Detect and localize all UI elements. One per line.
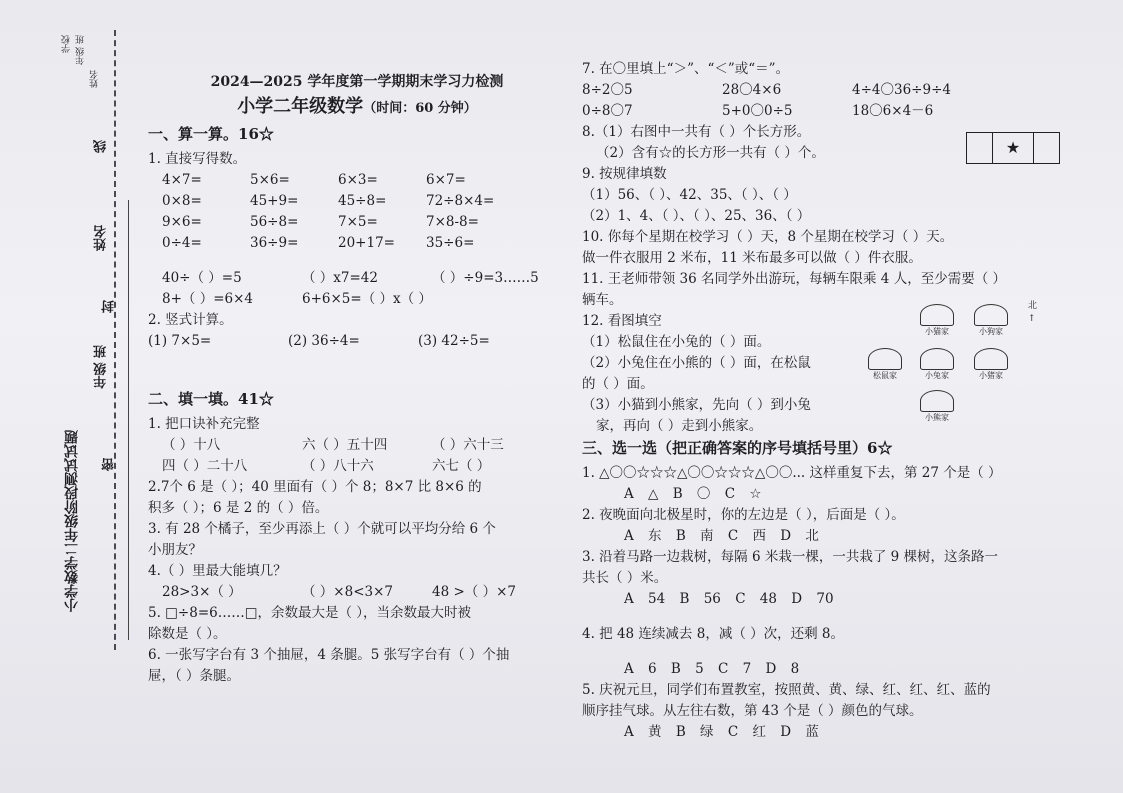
q8-line1: 8.（1）右图中一共有（ ）个长方形。 <box>582 124 811 140</box>
name-label: 姓名 <box>94 225 109 251</box>
inequality-item: （ ）×8<3×7 <box>302 584 393 600</box>
seal-char: 封 <box>102 300 117 313</box>
choice-3-line2: 共长（ ）米。 <box>582 570 668 586</box>
calc-item: 6×7= <box>426 172 466 188</box>
vertical-calc-item: (1) 7×5= <box>148 333 212 349</box>
house-cat: 小猫家 <box>920 304 954 338</box>
koujue-row <box>148 436 566 457</box>
binding-margin <box>0 0 140 793</box>
q2-title: 2. 竖式计算。 <box>148 312 233 328</box>
vertical-calc-item: (2) 36÷4= <box>288 333 360 349</box>
seal-solid-line <box>128 200 129 640</box>
compare-row <box>582 81 1060 102</box>
q2-5-line1: 5. □÷8=6……□，余数最大是（ ），当余数最大时被 <box>148 605 472 621</box>
calc-item: 0×8= <box>162 193 202 209</box>
calc-item: 4×7= <box>162 172 202 188</box>
calc-item: 0÷4= <box>162 235 202 251</box>
q11-line1: 11. 王老师带领 36 名同学外出游玩，每辆车限乘 4 人，至少需要（ ） <box>582 271 1006 287</box>
calc-item: 7×8-8= <box>426 214 479 230</box>
fill-item: （ ）x7=42 <box>302 270 378 286</box>
exam-subject <box>148 94 566 124</box>
koujue-item: （ ）十八 <box>162 437 221 453</box>
calc-row <box>148 213 566 234</box>
calc-item: 45+9= <box>250 193 299 209</box>
q2-5-line2: 除数是（ ）。 <box>148 626 227 642</box>
name-small-label: 姓名 <box>90 70 100 88</box>
exam-time: （时间：60 分钟） <box>363 101 477 116</box>
choice-4-options: A 6 B 5 C 7 D 8 <box>624 661 800 677</box>
subject-name: 小学二年级数学 <box>237 96 364 117</box>
house-bear: 小熊家 <box>920 390 954 424</box>
choice-1: 1. △〇〇☆☆☆△〇〇☆☆☆△〇〇... 这样重复下去，第 27 个是（ ） <box>582 465 1002 481</box>
calc-item: 35÷6= <box>426 235 475 251</box>
q2-3-line2: 小朋友？ <box>148 542 202 558</box>
grade-class-label: 年级 班 <box>76 35 86 65</box>
vertical-calc-row <box>148 332 566 353</box>
choice-5-line2: 顺序挂气球。从左往右数，第 43 个是（ ）颜色的气球。 <box>582 703 923 719</box>
house-icon <box>974 348 1008 370</box>
section-3-title: 三、选一选（把正确答案的序号填括号里）6☆ <box>582 439 893 457</box>
choice-3-line1: 3. 沿着马路一边栽树，每隔 6 米栽一棵，一共栽了 9 棵树，这条路一 <box>582 549 999 565</box>
paper-title-vertical: 小学数学二年级阶段测试试题 <box>64 430 80 612</box>
house-rabbit: 小兔家 <box>920 348 954 382</box>
rect-part <box>967 133 993 163</box>
q12-line1: （1）松鼠住在小兔的（ ）面。 <box>582 334 771 350</box>
section-1-title: 一、算一算。16☆ <box>148 125 274 143</box>
q8-line2: （2）含有☆的长方形一共有（ ）个。 <box>596 145 825 161</box>
q2-3-line1: 3. 有 28 个橘子，至少再添上（ ）个就可以平均分给 6 个 <box>148 521 496 537</box>
koujue-row <box>148 457 566 478</box>
calc-row <box>148 234 566 255</box>
compare-item: 5+0〇0÷5 <box>722 103 793 119</box>
school-label: 学校 <box>62 35 72 53</box>
house-pig: 小猪家 <box>974 348 1008 382</box>
compare-item: 18〇6×4－6 <box>852 103 934 119</box>
q12-line5: 家，再向（ ）走到小熊家。 <box>596 418 763 434</box>
q9-line1: （1）56、（ ）、42、35、（ ）、（ ） <box>582 187 797 203</box>
q12-line2: （2）小兔住在小熊的（ ）面，在松鼠 <box>582 355 811 371</box>
q2-2-line1: 2.7个 6 是（ ）；40 里面有（ ）个 8；8×7 比 8×6 的 <box>148 479 482 495</box>
calc-item: 36÷9= <box>250 235 299 251</box>
calc-row <box>148 171 566 192</box>
house-icon <box>974 304 1008 326</box>
house-squirrel: 松鼠家 <box>868 348 902 382</box>
q2-2-line2: 积多（ ）；6 是 2 的（ ）倍。 <box>148 500 329 516</box>
koujue-item: 六（ ）五十四 <box>302 437 388 453</box>
house-icon <box>920 304 954 326</box>
q1-title: 1. 直接写得数。 <box>148 151 247 167</box>
koujue-item: 四（ ）二十八 <box>162 458 248 474</box>
house-map <box>868 300 1048 430</box>
fill-item: （ ）÷9=3……5 <box>432 270 539 286</box>
compare-item: 8÷2〇5 <box>582 82 633 98</box>
seal-dashed-line <box>114 30 116 650</box>
choice-1-options: A △ B 〇 C ☆ <box>624 486 762 502</box>
choice-5-options: A 黄 B 绿 C 红 D 蓝 <box>624 724 819 740</box>
fill-item <box>432 290 572 311</box>
grade-class-big-label: 年级 班 <box>94 345 109 389</box>
section-2-title: 二、填一填。41☆ <box>148 390 274 408</box>
house-icon <box>920 348 954 370</box>
q2-6-line2: 屉，（ ）条腿。 <box>148 668 241 684</box>
calc-item: 72÷8×4= <box>426 193 495 209</box>
fill-row <box>148 269 566 290</box>
compare-item: 4÷4〇36÷9÷4 <box>852 82 951 98</box>
rect-part-star <box>993 133 1034 163</box>
rectangle-figure <box>966 132 1060 164</box>
left-column <box>148 60 566 688</box>
line-char: 线 <box>94 140 109 153</box>
q12-line3: 的（ ）面。 <box>582 376 654 392</box>
north-arrow-icon: 北 ↑ <box>1028 301 1038 325</box>
q2-4-row <box>148 583 566 604</box>
vertical-calc-item: (3) 42÷5= <box>418 333 490 349</box>
koujue-item: （ ）八十六 <box>302 458 374 474</box>
house-icon <box>920 390 954 412</box>
rect-part <box>1034 133 1059 163</box>
inequality-item: 28>3×（ ） <box>162 584 242 600</box>
q2-1-title: 1. 把口诀补充完整 <box>148 416 260 432</box>
q2-4-title: 4.（ ）里最大能填几？ <box>148 563 287 579</box>
compare-row <box>582 102 1060 123</box>
q7-title: 7. 在〇里填上“＞”、“＜”或“＝”。 <box>582 61 790 77</box>
q2-6-line1: 6. 一张写字台有 3 个抽屉，4 条腿。5 张写字台有（ ）个抽 <box>148 647 510 663</box>
choice-2-options: A 东 B 南 C 西 D 北 <box>624 528 819 544</box>
exam-title: 2024—2025 学年度第一学期期末学习力检测 <box>210 74 504 90</box>
seal-char-secret: 密 <box>102 458 117 471</box>
q12-line4: （3）小猫到小熊家，先向（ ）到小兔 <box>582 397 811 413</box>
calc-item: 56÷8= <box>250 214 299 230</box>
calc-item: 6×3= <box>338 172 378 188</box>
choice-4: 4. 把 48 连续减去 8，减（ ）次，还剩 8。 <box>582 626 844 642</box>
calc-item: 5×6= <box>250 172 290 188</box>
fill-item: 40÷（ ）=5 <box>162 270 242 286</box>
fill-item: 8+（ ）=6×4 <box>162 291 253 307</box>
q10-line1: 10. 你每个星期在校学习（ ）天，8 个星期在校学习（ ）天。 <box>582 229 954 245</box>
choice-2: 2. 夜晚面向北极星时，你的左边是（ ），后面是（ ）。 <box>582 507 905 523</box>
fill-row <box>148 290 566 311</box>
koujue-item: 六七（ ） <box>432 458 491 474</box>
calc-item: 45÷8= <box>338 193 387 209</box>
house-icon <box>868 348 902 370</box>
calc-item: 9×6= <box>162 214 202 230</box>
fill-item: 6+6×5=（ ）x（ ） <box>302 291 432 307</box>
house-dog: 小狗家 <box>974 304 1008 338</box>
koujue-item: （ ）六十三 <box>432 437 504 453</box>
q9-title: 9. 按规律填数 <box>582 166 667 182</box>
compare-item: 0÷8〇7 <box>582 103 633 119</box>
q9-line2: （2）1、4、（ ）、（ ）、25、36、（ ） <box>582 208 811 224</box>
calc-item: 7×5= <box>338 214 378 230</box>
choice-5-line1: 5. 庆祝元旦，同学们布置教室，按照黄、黄、绿、红、红、红、蓝的 <box>582 682 991 698</box>
inequality-item: 48 >（ ）×7 <box>432 584 516 600</box>
calc-row <box>148 192 566 213</box>
calc-item: 20+17= <box>338 235 395 251</box>
q11-line2: 辆车。 <box>582 292 623 308</box>
star-icon: ★ <box>1005 138 1021 158</box>
compare-item: 28〇4×6 <box>722 82 782 98</box>
right-column <box>582 60 1060 744</box>
q12-title: 12. 看图填空 <box>582 313 662 329</box>
q10-line2: 做一件衣服用 2 米布，11 米布最多可以做（ ）件衣服。 <box>582 250 922 266</box>
choice-3-options: A 54 B 56 C 48 D 70 <box>624 591 834 607</box>
